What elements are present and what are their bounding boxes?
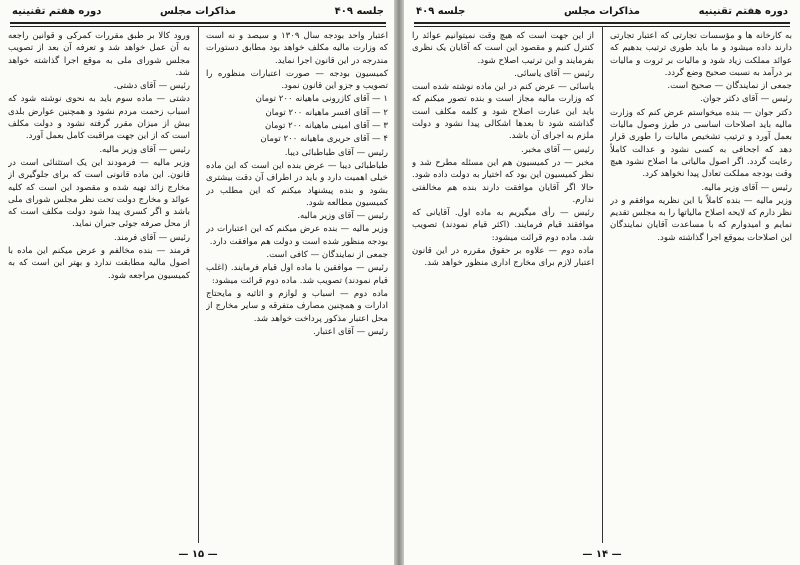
- paragraph: وزیر مالیه — بنده عرض میکنم که این اعتبارات در بودجه منظور شده است و دولت هم موافقت دارد.: [206, 224, 388, 247]
- paragraph: ورود کالا بر طبق مقررات کمرکی و قوانین راجعه به آن عمل خواهد شد و تعرفه آن بعد از تصویب مجلس شورای ملی به موقع اجرا گذاشته خواهد شد.: [8, 31, 190, 78]
- right-page-header-session: جلسه ۴۰۹: [416, 6, 466, 17]
- right-page-header-term: دوره هفتم تقنینیه: [698, 6, 788, 17]
- left-page: [6, 0, 390, 565]
- book-gutter: [394, 0, 404, 565]
- left-page-header-journal: مذاکرات مجلس: [159, 6, 237, 17]
- paragraph: رئیس — آقای طباطبائی دیبا.: [284, 147, 388, 158]
- paragraph: اعتبار واحد بودجه سال ۱۳۰۹ و سیصد و نه است که وزارت مالیه مکلف خواهد بود مطابق دستورات مندرجه در این قانون اجرا نماید.: [206, 31, 388, 66]
- right-page: [410, 0, 794, 565]
- right-page-column-right: [610, 30, 792, 541]
- left-page-column-left: [8, 30, 190, 541]
- left-page-header: [10, 4, 386, 22]
- paragraph: وزیر مالیه — بنده کاملاً با این نظریه موافقم و در نظر دارم که لایحه اصلاح مالیاتها را به مجلس تقدیم نمایم و امیدوارم که با مساعدت آقایان نمایندگان این اصلاحات بموقع اجرا گذاشته شود.: [610, 195, 792, 243]
- paragraph: از این جهت است که هیچ وقت نمیتوانیم عوائد را کنترل کنیم و مقصود این است که آقایان یک نظری بفرمایند و این ترتیب اصلاح شود.: [412, 31, 594, 66]
- right-page-column-divider: [602, 26, 603, 543]
- right-page-column-left: [412, 30, 594, 541]
- paragraph: رئیس — آقای مخبر.: [521, 144, 594, 155]
- left-page-number: — ۱۵ —: [178, 549, 218, 560]
- paragraph: به کارخانه ها و مؤسسات تجارتی که اعتبار تجارتی دارند داده میشود و ما باید طوری ترتیب بدهیم که عوائد مملکت زیاد شود و مالیات بر ثروت و مالیات بر درآمد به نسبت صحیح وضع گردد.: [610, 31, 792, 78]
- paragraph: رئیس — موافقین با ماده اول قیام فرمایند. (اغلب قیام نمودند) تصویب شد. ماده دوم قرائت میشود:: [206, 263, 388, 286]
- paragraph: جمعی از نمایندگان — کافی است.: [266, 250, 388, 261]
- paragraph: ماده دوم — اسباب و لوازم و اثاثیه و مایحتاج ادارات و همچنین مصارف متفرقه و سایر مخارج از محل اعتبار مذکور پرداخت خواهد شد.: [206, 288, 388, 324]
- right-page-header-journal: مذاکرات مجلس: [563, 6, 641, 17]
- left-page-column-right: [206, 30, 388, 541]
- paragraph: طباطبائی دیبا — عرض بنده این است که این ماده خیلی اهمیت دارد و باید در اطراف آن دقت بیشتری بشود و بنده پیشنهاد میکنم که این مطلب در کمیسیون مطالعه شود.: [206, 160, 388, 208]
- paragraph: رئیس — آقای وزیر مالیه.: [701, 182, 792, 193]
- paragraph: رئیس — آقای اعتبار.: [313, 326, 388, 337]
- paragraph: یاسائی — عرض کنم در این ماده نوشته شده است که وزارت مالیه مجاز است و بنده تصور میکنم که باید این عبارت اصلاح شود و کلمه مکلف است گذاشته شود تا بعدها اشکالی پیدا نشود و دولت ملزم به اجرای آن باشد.: [412, 82, 594, 142]
- paragraph: وزیر مالیه — فرمودند این یک استثنائی است در قانون. این ماده قانونی است که برای جلوگیری از مخارج زائد تهیه شده و مقصود این است که کلیه عوائد و مخارج دولت تحت نظر مجلس شورای ملی باشد و اگر کسری پیدا شود دولت مکلف است که از محل صرفه جوئی جبران نماید.: [8, 157, 190, 230]
- paragraph: مخبر — در کمیسیون هم این مسئله مطرح شد و نظر کمیسیون این بود که اختیار به دولت داده شود. حالا اگر آقایان موافقت دارند بنده هم مخالفتی ندارم.: [412, 157, 594, 205]
- paragraph: رئیس — آقای یاسائی.: [514, 68, 594, 79]
- paragraph: ۱ — آقای کازرونی ماهیانه ۲۰۰ تومان: [255, 94, 388, 105]
- right-page-header: [414, 4, 790, 22]
- paragraph: رئیس — آقای فرمند.: [113, 232, 190, 243]
- paragraph: رئیس — آقای دشتی.: [113, 81, 190, 92]
- left-page-header-term: دوره هفتم تقنینیه: [12, 6, 102, 17]
- left-page-header-session: جلسه ۴۰۹: [334, 6, 384, 17]
- paragraph: فرمند — بنده مخالفم و عرض میکنم این ماده با اصول مالیه مطابقت ندارد و بهتر این است که به کمیسیون مراجعه شود.: [8, 246, 190, 281]
- left-page-column-divider: [198, 26, 199, 543]
- right-page-number: — ۱۴ —: [582, 549, 622, 560]
- paragraph: جمعی از نمایندگان — صحیح است.: [667, 81, 792, 92]
- paragraph: ۲ — آقای افسر ماهیانه ۲۰۰ تومان: [265, 107, 388, 118]
- paragraph: ماده دوم — علاوه بر حقوق مقرره در این قانون اعتبار لازم برای مخارج اداری منظور خواهد شد.: [412, 246, 594, 269]
- paragraph: رئیس — آقای دکتر جوان.: [700, 94, 792, 105]
- paragraph: دکتر جوان — بنده میخواستم عرض کنم که وزارت مالیه باید اصلاحات اساسی در طرز وصول مالیات بعمل آورد و ترتیب تشخیص مالیات را طوری قرار دهد که اجحافی به کسی نشود و عدالت کاملاً رعایت گردد. اگر اصول مالیاتی ما اصلاح نشود هیچ وقت بودجه مملکت تعادل پیدا نخواهد کرد.: [610, 107, 792, 180]
- paragraph: ۳ — آقای امینی ماهیانه ۲۰۰ تومان: [265, 121, 388, 132]
- paragraph: رئیس — آقای وزیر مالیه.: [297, 211, 388, 222]
- paragraph: رئیس — آقای وزیر مالیه.: [99, 144, 190, 155]
- paragraph: دشتی — ماده سوم باید به نحوی نوشته شود که اسباب زحمت مردم نشود و همچنین عوارض بلدی بیش از میزان مقرر گرفته نشود و دولت مکلف است که از این جهت مراقبت کامل بعمل آورد.: [8, 94, 190, 142]
- paragraph: رئیس — رأی میگیریم به ماده اول. آقایانی که موافقند قیام فرمایند. (اکثر قیام نمودند) تصویب شد. ماده دوم قرائت میشود:: [412, 208, 594, 243]
- paragraph: ۴ — آقای حریری ماهیانه ۲۰۰ تومان: [260, 134, 388, 145]
- paragraph: کمیسیون بودجه — صورت اعتبارات منظوره را تصویب و جزو این قانون نمود.: [206, 68, 388, 92]
